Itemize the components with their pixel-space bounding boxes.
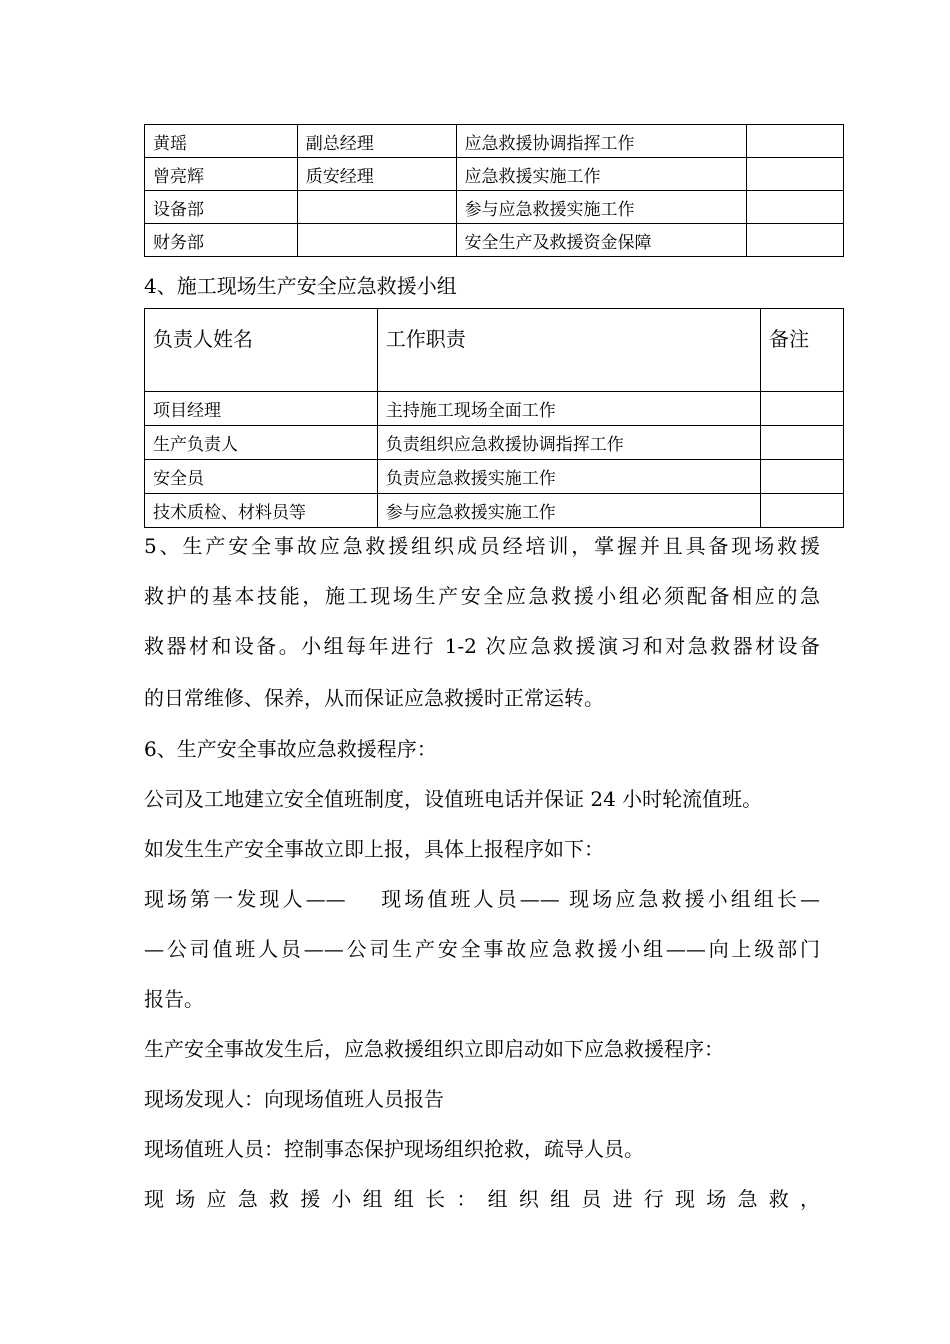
body-line: 报告。: [144, 987, 204, 1011]
body-line: 生产安全事故发生后，应急救援组织立即启动如下应急救援程序：: [144, 1037, 724, 1061]
responsibility-table: [144, 124, 844, 257]
table-cell: 应急救援实施工作: [456, 158, 747, 191]
table-cell: 负责应急救援实施工作: [377, 460, 760, 494]
body-line: 现场应急救援小组组长：组织组员进行现场急救，: [144, 1187, 820, 1211]
table-cell: 负责组织应急救援协调指挥工作: [377, 426, 760, 460]
table-header-remark: 备注: [761, 309, 844, 392]
table-cell: 技术质检、材料员等: [145, 494, 378, 528]
table-cell: [761, 392, 844, 426]
table-row: [145, 426, 844, 460]
table-row: [145, 460, 844, 494]
table-cell: 副总经理: [297, 125, 456, 158]
table-cell: [747, 191, 844, 224]
paragraph-5-line: 救器材和设备。小组每年进行 1-2 次应急救援演习和对急救器材设备: [144, 634, 820, 658]
table-cell: 设备部: [145, 191, 298, 224]
table-cell: [761, 426, 844, 460]
section-heading-6: 6、生产安全事故应急救援程序：: [144, 737, 437, 761]
body-line: 现场第一发现人—— 现场值班人员—— 现场应急救援小组组长—: [144, 887, 820, 911]
table-header-row: [145, 309, 844, 392]
table-cell: 黄瑶: [145, 125, 298, 158]
body-line: 如发生生产安全事故立即上报，具体上报程序如下：: [144, 837, 604, 861]
table-row: [145, 494, 844, 528]
table-row: [145, 191, 844, 224]
table-cell: [747, 125, 844, 158]
table-cell: 曾亮辉: [145, 158, 298, 191]
paragraph-5-line: 的日常维修、保养，从而保证应急救援时正常运转。: [144, 686, 604, 710]
table-cell: 项目经理: [145, 392, 378, 426]
table-row: [145, 158, 844, 191]
table-cell: 安全生产及救援资金保障: [456, 224, 747, 257]
table-cell: 主持施工现场全面工作: [377, 392, 760, 426]
rescue-team-table: [144, 308, 844, 528]
paragraph-5-line: 救护的基本技能，施工现场生产安全应急救援小组必须配备相应的急: [144, 584, 820, 608]
table-cell: [761, 460, 844, 494]
table-row: [145, 392, 844, 426]
table-cell: [297, 191, 456, 224]
table-cell: 参与应急救援实施工作: [456, 191, 747, 224]
table-cell: 应急救援协调指挥工作: [456, 125, 747, 158]
table-cell: 生产负责人: [145, 426, 378, 460]
table-cell: 质安经理: [297, 158, 456, 191]
body-line: —公司值班人员——公司生产安全事故应急救援小组——向上级部门: [144, 937, 820, 961]
body-line: 现场发现人：向现场值班人员报告: [144, 1087, 444, 1111]
table-cell: [747, 158, 844, 191]
paragraph-5-line: 5、生产安全事故应急救援组织成员经培训，掌握并且具备现场救援: [144, 534, 820, 558]
table-row: [145, 125, 844, 158]
table-row: [145, 224, 844, 257]
table-cell: 安全员: [145, 460, 378, 494]
table-cell: 财务部: [145, 224, 298, 257]
table-cell: [297, 224, 456, 257]
table-cell: [761, 494, 844, 528]
body-line: 公司及工地建立安全值班制度，设值班电话并保证 24 小时轮流值班。: [144, 787, 763, 811]
table-cell: 参与应急救援实施工作: [377, 494, 760, 528]
table-header-duty: 工作职责: [377, 309, 760, 392]
table-header-name: 负责人姓名: [145, 309, 378, 392]
table-cell: [747, 224, 844, 257]
body-line: 现场值班人员：控制事态保护现场组织抢救，疏导人员。: [144, 1137, 644, 1161]
section-heading-4: 4、施工现场生产安全应急救援小组: [144, 274, 457, 298]
